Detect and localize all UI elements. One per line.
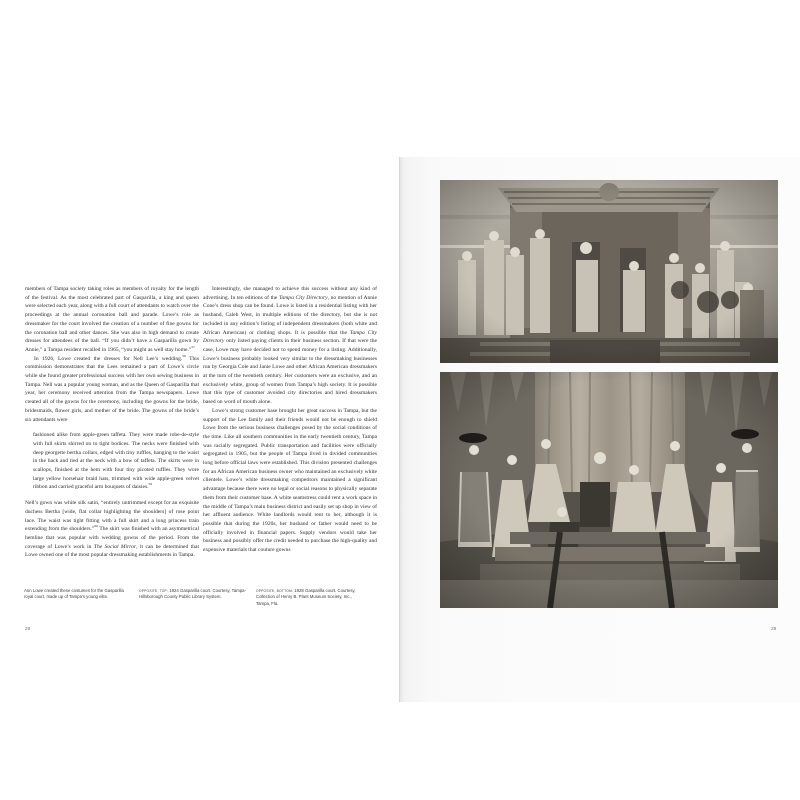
endnote-marker: 59 bbox=[148, 482, 153, 487]
paragraph: Interestingly, she managed to achieve this success without any kind of advertising. In ten editions of the Tampa City Directory, no mention of Annie Cone’s dress shop can be found. Lowe is listed in a residential listing with her husband, Caleb West, in multiple editions of the directory, but she is not included in any edition’s listing of independent dressmakers (both white and African American) or clothing shops. It is possible that the Tampa City Directory only listed paying clients in their business section. If that were the case, Lowe may have decided not to spend money for a listing. Additionally, Lowe’s business probably looked very similar to the dressmaking businesses run by Georgia Cole and Janie Lowe and other African American dressmakers at the turn of the twentieth century. Her customers were an exclusive, and an exclusively white, group of women from Tampa’s high society. It is possible that this type of customer avoided city directories and hired dressmakers based on word of mouth alone. bbox=[203, 286, 378, 406]
text-column-1 bbox=[25, 285, 199, 560]
photo-image bbox=[440, 372, 778, 608]
paragraph: Lowe’s strong customer base brought her great success in Tampa, but the support of the Lee family and their friends would not be enough to shield Lowe from the serious business challenges posed by the social conditions of the time. Like all southern communities in the early twentieth century, Tampa was racially segregated. Public transportation and facilities were officially segregated in 1905, but the people of Tampa lived in divided communities long before official laws were established. This division presented challenges for an African American business owner who maintained an exclusively white clientele. Lowe’s white dressmaking competitors maintained a significant advantage because there were no legal or social reasons to physically separate them from their customer base. A white seamstress could rent a work space in the middle of Tampa’s main business district and easily set up shop in view of her affluent audience. White landlords would rent to her, although it is possible that during the 1920s, her husband or father would need to be officially involved in financial papers. Supply vendors would take her business and possibly offer the credit needed to purchase the high-quality and expensive materials that couture gowns bbox=[203, 407, 377, 554]
caption-opposite-bottom: OPPOSITE, BOTTOM: 1928 Gasparilla court. Courtesy, Collection of Henry B. Plant Museum Society, Inc., Tampa, Fla. bbox=[256, 588, 356, 606]
text-column-2 bbox=[203, 285, 377, 555]
caption-opposite-top: OPPOSITE, TOP: 1924 Gasparilla court. Courtesy, Tampa-Hillsborough County Public Library System. bbox=[139, 588, 246, 600]
block-quote: fashioned alike from apple-green taffeta. They were made robe-de-style with full skirts shirred on to tight bodices. The necks were finished with deep georgette bertha collars, edged with tiny ruffles, hanging to the waist in the back and tied at the neck with a bow of taffeta. The skirts were in scallops, finished at the hem with four tiny picoted ruffles. They wore large yellow horsehair braid hats, trimmed with wide apple-green velvet ribbon and carried graceful arm bouquets of daisies.$^{59}$ bbox=[33, 432, 199, 491]
gutter bbox=[399, 157, 400, 702]
endnote-marker: 57 bbox=[191, 345, 195, 350]
endnote-marker: 60 bbox=[94, 524, 98, 529]
paragraph: In 1926, Lowe created the dresses for Nell Lee’s wedding.$^{58}$ This commission demonstrates that the Lees remained a part of Lowe’s circle while she found greater professional success with her own sewing business in Tampa. Nell was a popular young woman, and as the Queen of Gasparilla that year, her ceremony received attention from the Tampa newspapers. Lowe created all of the gowns for the ceremony, including the gowns for the bride, bridesmaids, flower girls, and mother of the bride. The gowns of the bride’s six attendants were bbox=[25, 353, 199, 423]
page-number-right: 29 bbox=[771, 627, 777, 632]
photo-1928-gasparilla-court bbox=[440, 372, 778, 608]
photo-1924-gasparilla-court bbox=[440, 180, 778, 363]
page-number-left: 28 bbox=[25, 627, 31, 632]
photo-image bbox=[440, 180, 778, 363]
caption-costumes: Ann Lowe created these costumes for the Gasparilla royal court, made up of Tampa’s young elite. bbox=[24, 588, 124, 600]
endnote-marker: 58 bbox=[182, 353, 186, 358]
paragraph: Nell’s gown was white silk satin, “entirely untrimmed except for an exquisite duchess Bertha [wide, flat collar highlighting the shoulders] of rose point lace. The waist was tight fitting with a full skirt and a long princess train extending from the shoulders.”$^{60}$ The skirt was finished with an asymmetrical hemline that was popular with wedding gowns of the period. From the coverage of Lowe’s work in The Social Mirror, it can be determined that Lowe owned one of the most popular dressmaking establishments in Tampa. bbox=[25, 500, 199, 559]
paragraph: members of Tampa society taking roles as members of royalty for the length of the festival. As the most celebrated part of Gasparilla, a king and queen were selected each year, along with a full court of attendants to watch over the proceedings at the annual coronation ball and parade. Lowe’s role as dressmaker for the court involved the creation of a number of fine gowns for the coronation ball and other dances. She was also in high demand to create dresses for attendees of the ball. “If you didn’t have a Gasparilla gown by Annie,” a Tampa resident recalled in 1965, “you might as well stay home.”$^{57}$ bbox=[25, 286, 199, 353]
